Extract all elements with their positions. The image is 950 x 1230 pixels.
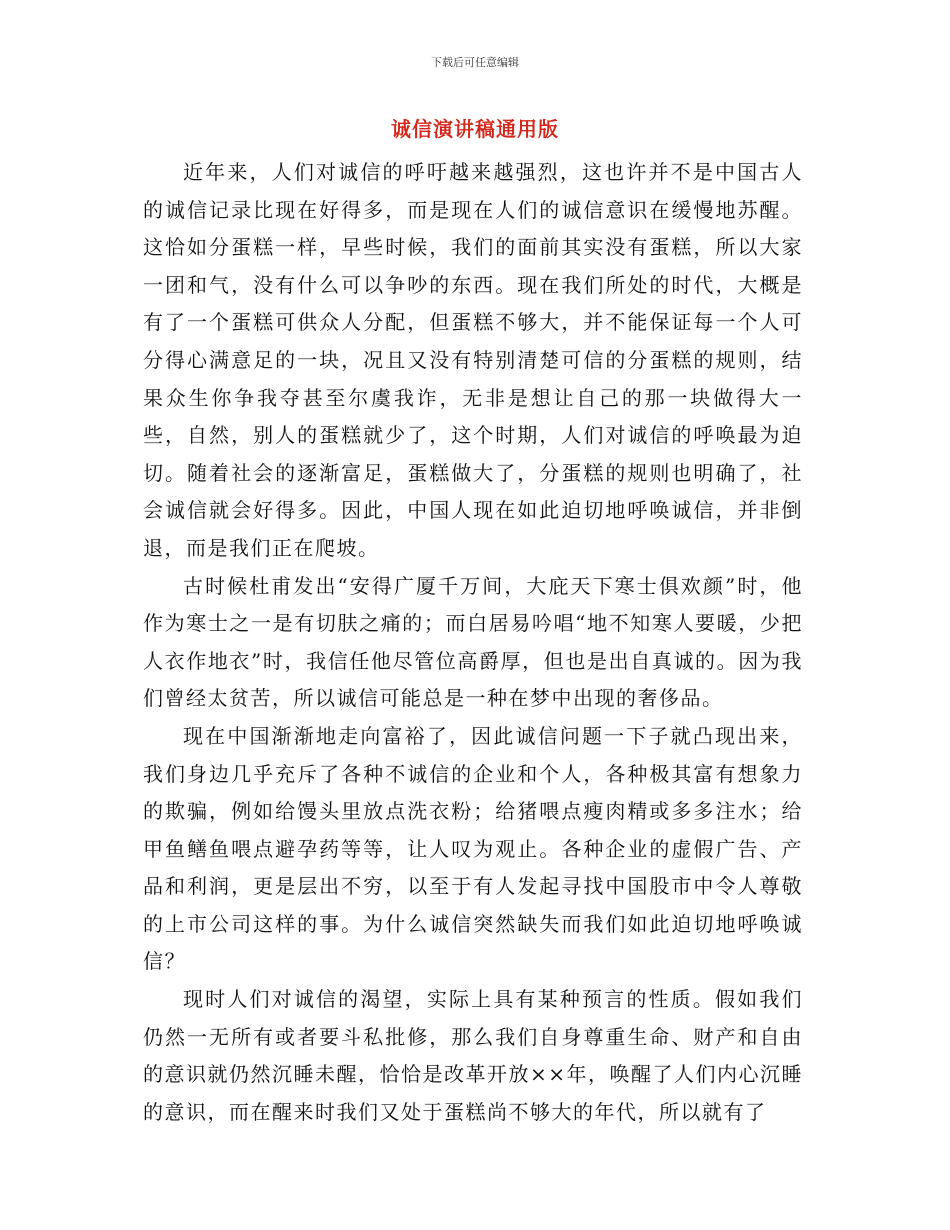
document-body	[143, 154, 803, 1131]
paragraph-1: 近年来，人们对诚信的呼吁越来越强烈，这也许并不是中国古人的诚信记录比现在好得多，而是现在人们的诚信意识在缓慢地苏醒。这恰如分蛋糕一样，早些时候，我们的面前其实没有蛋糕，所以大家一团和气，没有什么可以争吵的东西。现在我们所处的时代，大概是有了一个蛋糕可供众人分配，但蛋糕不够大，并不能保证每一个人可分得心满意足的一块，况且又没有特别清楚可信的分蛋糕的规则，结果众生你争我夺甚至尔虞我诈，无非是想让自己的那一块做得大一些，自然，别人的蛋糕就少了，这个时期，人们对诚信的呼唤最为迫切。随着社会的逐渐富足，蛋糕做大了，分蛋糕的规则也明确了，社会诚信就会好得多。因此，中国人现在如此迫切地呼唤诚信，并非倒退，而是我们正在爬坡。	[143, 160, 803, 560]
paragraph-3: 现在中国渐渐地走向富裕了，因此诚信问题一下子就凸现出来，我们身边几乎充斥了各种不诚信的企业和个人，各种极其富有想象力的欺骗，例如给馒头里放点洗衣粉；给猪喂点瘦肉精或多多注水；给甲鱼鳝鱼喂点避孕药等等，让人叹为观止。各种企业的虚假广告、产品和利润，更是层出不穷，以至于有人发起寻找中国股市中令人尊敬的上市公司这样的事。为什么诚信突然缺失而我们如此迫切地呼唤诚信？	[143, 723, 803, 974]
document-title: 诚信演讲稿通用版	[391, 117, 559, 141]
page-header-note: 下载后可任意编辑	[431, 56, 519, 69]
paragraph-2: 古时候杜甫发出“安得广厦千万间，大庇天下寒士俱欢颜”时，他作为寒士之一是有切肤之痛的；而白居易吟唱“地不知寒人要暖，少把人衣作地衣”时，我信任他尽管位高爵厚，但也是出自真诚的。因为我们曾经太贫苦，所以诚信可能总是一种在梦中出现的奢侈品。	[143, 573, 803, 711]
paragraph-4: 现时人们对诚信的渴望，实际上具有某种预言的性质。假如我们仍然一无所有或者要斗私批修，那么我们自身尊重生命、财产和自由的意识就仍然沉睡未醒，恰恰是改革开放××年，唤醒了人们内心沉睡的意识，而在醒来时我们又处于蛋糕尚不够大的年代，所以就有了	[143, 987, 804, 1124]
